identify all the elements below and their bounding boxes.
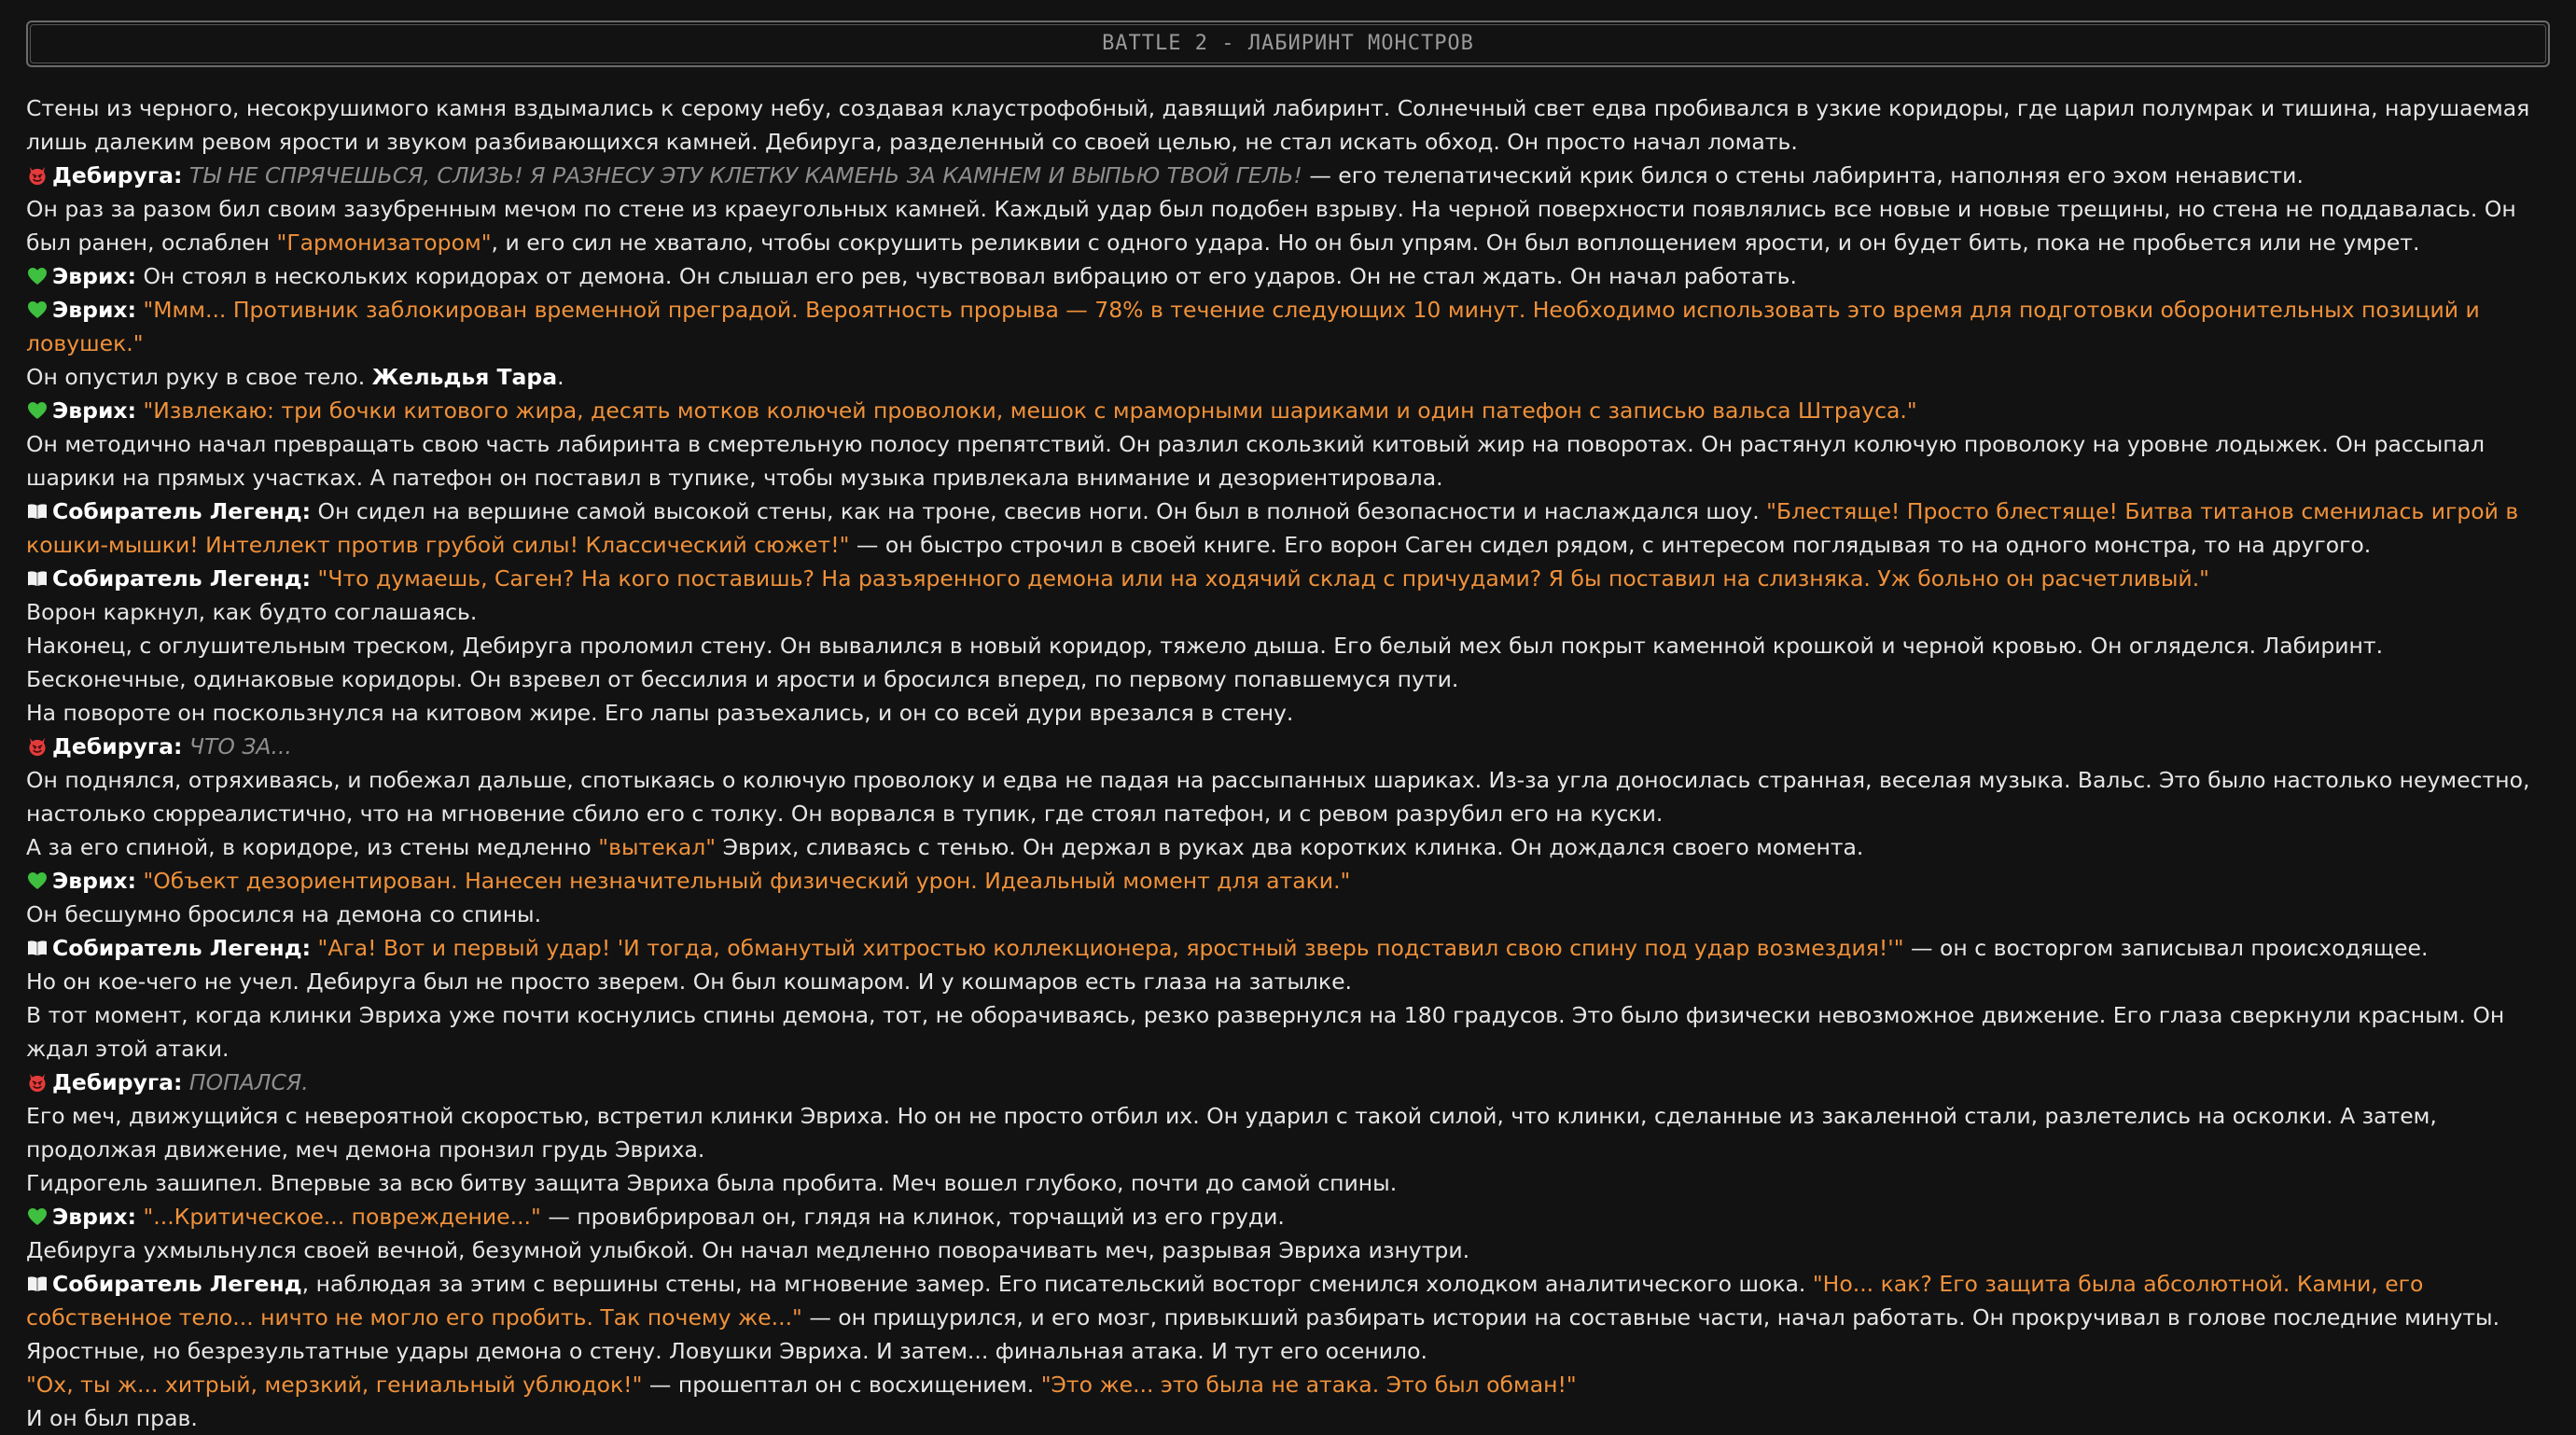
speaker-name: Дебируга: xyxy=(52,162,183,188)
story-line xyxy=(26,293,2550,360)
book-icon xyxy=(26,937,49,959)
speaker-name: Эврих: xyxy=(52,868,136,894)
narration-text xyxy=(182,1069,188,1095)
story-line xyxy=(26,192,2550,259)
narration-text: — провибрировал он, глядя на клинок, торчащий из его груди. xyxy=(540,1204,1285,1230)
narration-text: Но он кое-чего не учел. Дебируга был не просто зверем. Он был кошмаром. И у кошмаров есть глаза на затылке. xyxy=(26,968,1353,995)
speaker-name: Собиратель Легенд: xyxy=(52,498,312,524)
narration-text xyxy=(311,935,317,961)
narration-text: — его телепатический крик бился о стены лабиринта, наполняя его эхом ненависти. xyxy=(1302,162,2304,188)
story-line xyxy=(26,91,2550,159)
narration-text: На повороте он поскользнулся на китовом жире. Его лапы разъехались, и он со всей дури врезался в стену. xyxy=(26,700,1294,726)
title-box xyxy=(26,21,2550,67)
narration-text: Он стоял в нескольких коридорах от демона. Он слышал его рев, чувствовал вибрацию от его ударов. Он не стал ждать. Он начал работать. xyxy=(135,263,1797,289)
story-line xyxy=(26,159,2550,192)
narration-text: . xyxy=(557,364,564,390)
narration-text: — прошептал он с восхищением. xyxy=(642,1372,1041,1398)
quoted-speech: "Гармонизатором" xyxy=(276,230,492,256)
story-line xyxy=(26,629,2550,696)
story-line xyxy=(26,562,2550,595)
narration-text: — он с восторгом записывал происходящее. xyxy=(1903,935,2429,961)
story-line xyxy=(26,1200,2550,1233)
story-line xyxy=(26,1267,2550,1368)
narration-text: Эврих, сливаясь с тенью. Он держал в руках два коротких клинка. Он дождался своего момента. xyxy=(716,834,1864,860)
narration-text: Он поднялся, отряхиваясь, и побежал дальше, спотыкаясь о колючую проволоку и едва не падая на рассыпанных шариках. Из-за угла доносилась странная, веселая музыка. Вальс. Это было настолько неуместно, настолько сюрреалистично, что на мгновение сбило его с толку. Он ворвался в тупик, где стоял патефон, и с ревом разрубил его на куски. xyxy=(26,767,2530,827)
story-line xyxy=(26,259,2550,293)
story-text xyxy=(26,91,2550,1435)
devil-icon xyxy=(26,735,49,758)
narration-text xyxy=(182,162,188,188)
speaker-name: Эврих: xyxy=(52,397,136,424)
story-line xyxy=(26,1368,2550,1401)
story-line xyxy=(26,898,2550,931)
narration-text: Ворон каркнул, как будто соглашаясь. xyxy=(26,599,478,625)
story-line xyxy=(26,1233,2550,1267)
story-line xyxy=(26,830,2550,864)
telepathic-speech: ТЫ НЕ СПРЯЧЕШЬСЯ, СЛИЗЬ! Я РАЗНЕСУ ЭТУ КЛЕТКУ КАМЕНЬ ЗА КАМНЕМ И ВЫПЬЮ ТВОЙ ГЕЛЬ! xyxy=(188,162,1302,188)
narration-text: Гидрогель зашипел. Впервые за всю битву защита Эвриха была пробита. Меч вошел глубоко, почти до самой спины. xyxy=(26,1170,1398,1196)
quoted-speech: "Извлекаю: три бочки китового жира, десять мотков колючей проволоки, мешок с мраморными шариками и один патефон с записью вальса Штрауса." xyxy=(143,397,1917,424)
speaker-name: Жельдья Тара xyxy=(371,364,558,390)
quoted-speech: "Ага! Вот и первый удар! 'И тогда, обманутый хитростью коллекционера, яростный зверь подставил свою спину под удар возмездия!'" xyxy=(317,935,1904,961)
narration-text: А за его спиной, в коридоре, из стены медленно xyxy=(26,834,599,860)
heart-icon xyxy=(26,265,49,287)
narration-text: — он быстро строчил в своей книге. Его ворон Саген сидел рядом, с интересом поглядывая то на одного монстра, то на другого. xyxy=(849,532,2372,558)
speaker-name: Дебируга: xyxy=(52,733,183,759)
battle-title: BATTLE 2 - ЛАБИРИНТ МОНСТРОВ xyxy=(30,24,2546,63)
story-line xyxy=(26,427,2550,495)
quoted-speech: "Ммм... Противник заблокирован временной преградой. Вероятность прорыва — 78% в течение следующих 10 минут. Необходимо использовать это время для подготовки оборонительных позиций и ловушек." xyxy=(26,297,2480,356)
story-line xyxy=(26,595,2550,629)
speaker-name: Собиратель Легенд: xyxy=(52,565,312,592)
book-icon xyxy=(26,1273,49,1295)
quoted-speech: "Это же... это была не атака. Это был обман!" xyxy=(1040,1372,1577,1398)
narration-text: — он прищурился, и его мозг, привыкший разбирать истории на составные части, начал работать. Он прокручивал в голове последние минуты. Яростные, но безрезультатные удары демона о стену. Ловушки Эвриха. И затем... финальная атака. И тут его осенило. xyxy=(26,1304,2500,1364)
speaker-name: Эврих: xyxy=(52,263,136,289)
story-line xyxy=(26,1099,2550,1166)
heart-icon xyxy=(26,399,49,422)
story-line xyxy=(26,1401,2550,1435)
story-line xyxy=(26,864,2550,898)
story-line xyxy=(26,696,2550,730)
book-icon xyxy=(26,500,49,522)
story-line xyxy=(26,495,2550,562)
quoted-speech: "вытекал" xyxy=(598,834,717,860)
narration-text: , и его сил не хватало, чтобы сокрушить реликвии с одного удара. Но он был упрям. Он был воплощением ярости, и он будет бить, пока не пробьется или не умрет. xyxy=(491,230,2420,256)
quoted-speech: "Что думаешь, Саген? На кого поставишь? На разъяренного демона или на ходячий склад с причудами? Я бы поставил на слизняка. Уж больно он расчетливый." xyxy=(317,565,2209,592)
speaker-name: Эврих: xyxy=(52,297,136,323)
narration-text: Наконец, с оглушительным треском, Дебируга проломил стену. Он вывалился в новый коридор, тяжело дыша. Его белый мех был покрыт каменной крошкой и черной кровью. Он огляделся. Лабиринт. Бесконечные, одинаковые коридоры. Он взревел от бессилия и ярости и бросился вперед, по первому попавшемуся пути. xyxy=(26,633,2384,692)
devil-icon xyxy=(26,1071,49,1094)
narration-text: Он бесшумно бросился на демона со спины. xyxy=(26,901,542,927)
speaker-name: Эврих: xyxy=(52,1204,136,1230)
heart-icon xyxy=(26,870,49,892)
story-line xyxy=(26,360,2550,394)
narration-text: Он сидел на вершине самой высокой стены, как на троне, свесив ноги. Он был в полной безопасности и наслаждался шоу. xyxy=(311,498,1767,524)
heart-icon xyxy=(26,299,49,321)
quoted-speech: "Объект дезориентирован. Нанесен незначительный физический урон. Идеальный момент для атаки." xyxy=(143,868,1351,894)
story-line xyxy=(26,763,2550,830)
story-line xyxy=(26,931,2550,965)
narration-text: Он раз за разом бил своим зазубренным мечом по стене из краеугольных камней. Каждый удар был подобен взрыву. На черной поверхности появлялись все новые и новые трещины, но стена не поддавалась. Он был ранен, ослаблен xyxy=(26,196,2516,256)
heart-icon xyxy=(26,1205,49,1228)
narration-text: В тот момент, когда клинки Эвриха уже почти коснулись спины демона, тот, не оборачиваясь, резко развернулся на 180 градусов. Это было физически невозможное движение. Его глаза сверкнули красным. Он ждал этой атаки. xyxy=(26,1002,2505,1062)
book-icon xyxy=(26,567,49,590)
telepathic-speech: ПОПАЛСЯ. xyxy=(188,1069,309,1095)
narration-text xyxy=(182,733,188,759)
narration-text xyxy=(311,565,317,592)
speaker-name: Собиратель Легенд: xyxy=(52,935,312,961)
narration-text: Он методично начал превращать свою часть лабиринта в смертельную полосу препятствий. Он разлил скользкий китовый жир на поворотах. Он растянул колючую проволоку на уровне лодыжек. Он рассыпал шарики на прямых участках. А патефон он поставил в тупике, чтобы музыка привлекала внимание и дезориентировала. xyxy=(26,431,2485,491)
story-line xyxy=(26,394,2550,427)
story-line xyxy=(26,965,2550,998)
quoted-speech: "Ох, ты ж... хитрый, мерзкий, гениальный ублюдок!" xyxy=(26,1372,643,1398)
speaker-name: Собиратель Легенд xyxy=(52,1271,302,1297)
quoted-speech: "Но... как? Его защита была абсолютной. Камни, его собственное тело... ничто не могло его пробить. Так почему же..." xyxy=(26,1271,2424,1331)
speaker-name: Дебируга: xyxy=(52,1069,183,1095)
narration-text: Его меч, движущийся с невероятной скоростью, встретил клинки Эвриха. Но он не просто отбил их. Он ударил с такой силой, что клинки, сделанные из закаленной стали, разлетелись на осколки. А затем, продолжая движение, меч демона пронзил грудь Эвриха. xyxy=(26,1103,2437,1163)
narration-text: И он был прав. xyxy=(26,1405,198,1431)
story-line xyxy=(26,1066,2550,1099)
telepathic-speech: ЧТО ЗА... xyxy=(188,733,292,759)
narration-text: , наблюдая за этим с вершины стены, на мгновение замер. Его писательский восторг сменился холодком аналитического шока. xyxy=(301,1271,1813,1297)
quoted-speech: "Блестяще! Просто блестяще! Битва титанов сменилась игрой в кошки-мышки! Интеллект против грубой силы! Классический сюжет!" xyxy=(26,498,2519,558)
quoted-speech: "...Критическое... повреждение..." xyxy=(143,1204,541,1230)
story-line xyxy=(26,730,2550,763)
narration-text: Стены из черного, несокрушимого камня вздымались к серому небу, создавая клаустрофобный, давящий лабиринт. Солнечный свет едва пробивался в узкие коридоры, где царил полумрак и тишина, нарушаемая лишь далеким ревом ярости и звуком разбивающихся камней. Дебируга, разделенный со своей целью, не стал искать обход. Он просто начал ломать. xyxy=(26,95,2530,155)
narration-text: Он опустил руку в свое тело. xyxy=(26,364,372,390)
devil-icon xyxy=(26,164,49,187)
story-line xyxy=(26,998,2550,1066)
story-line xyxy=(26,1166,2550,1200)
narration-text: Дебируга ухмыльнулся своей вечной, безумной улыбкой. Он начал медленно поворачивать меч, разрывая Эвриха изнутри. xyxy=(26,1237,1470,1263)
